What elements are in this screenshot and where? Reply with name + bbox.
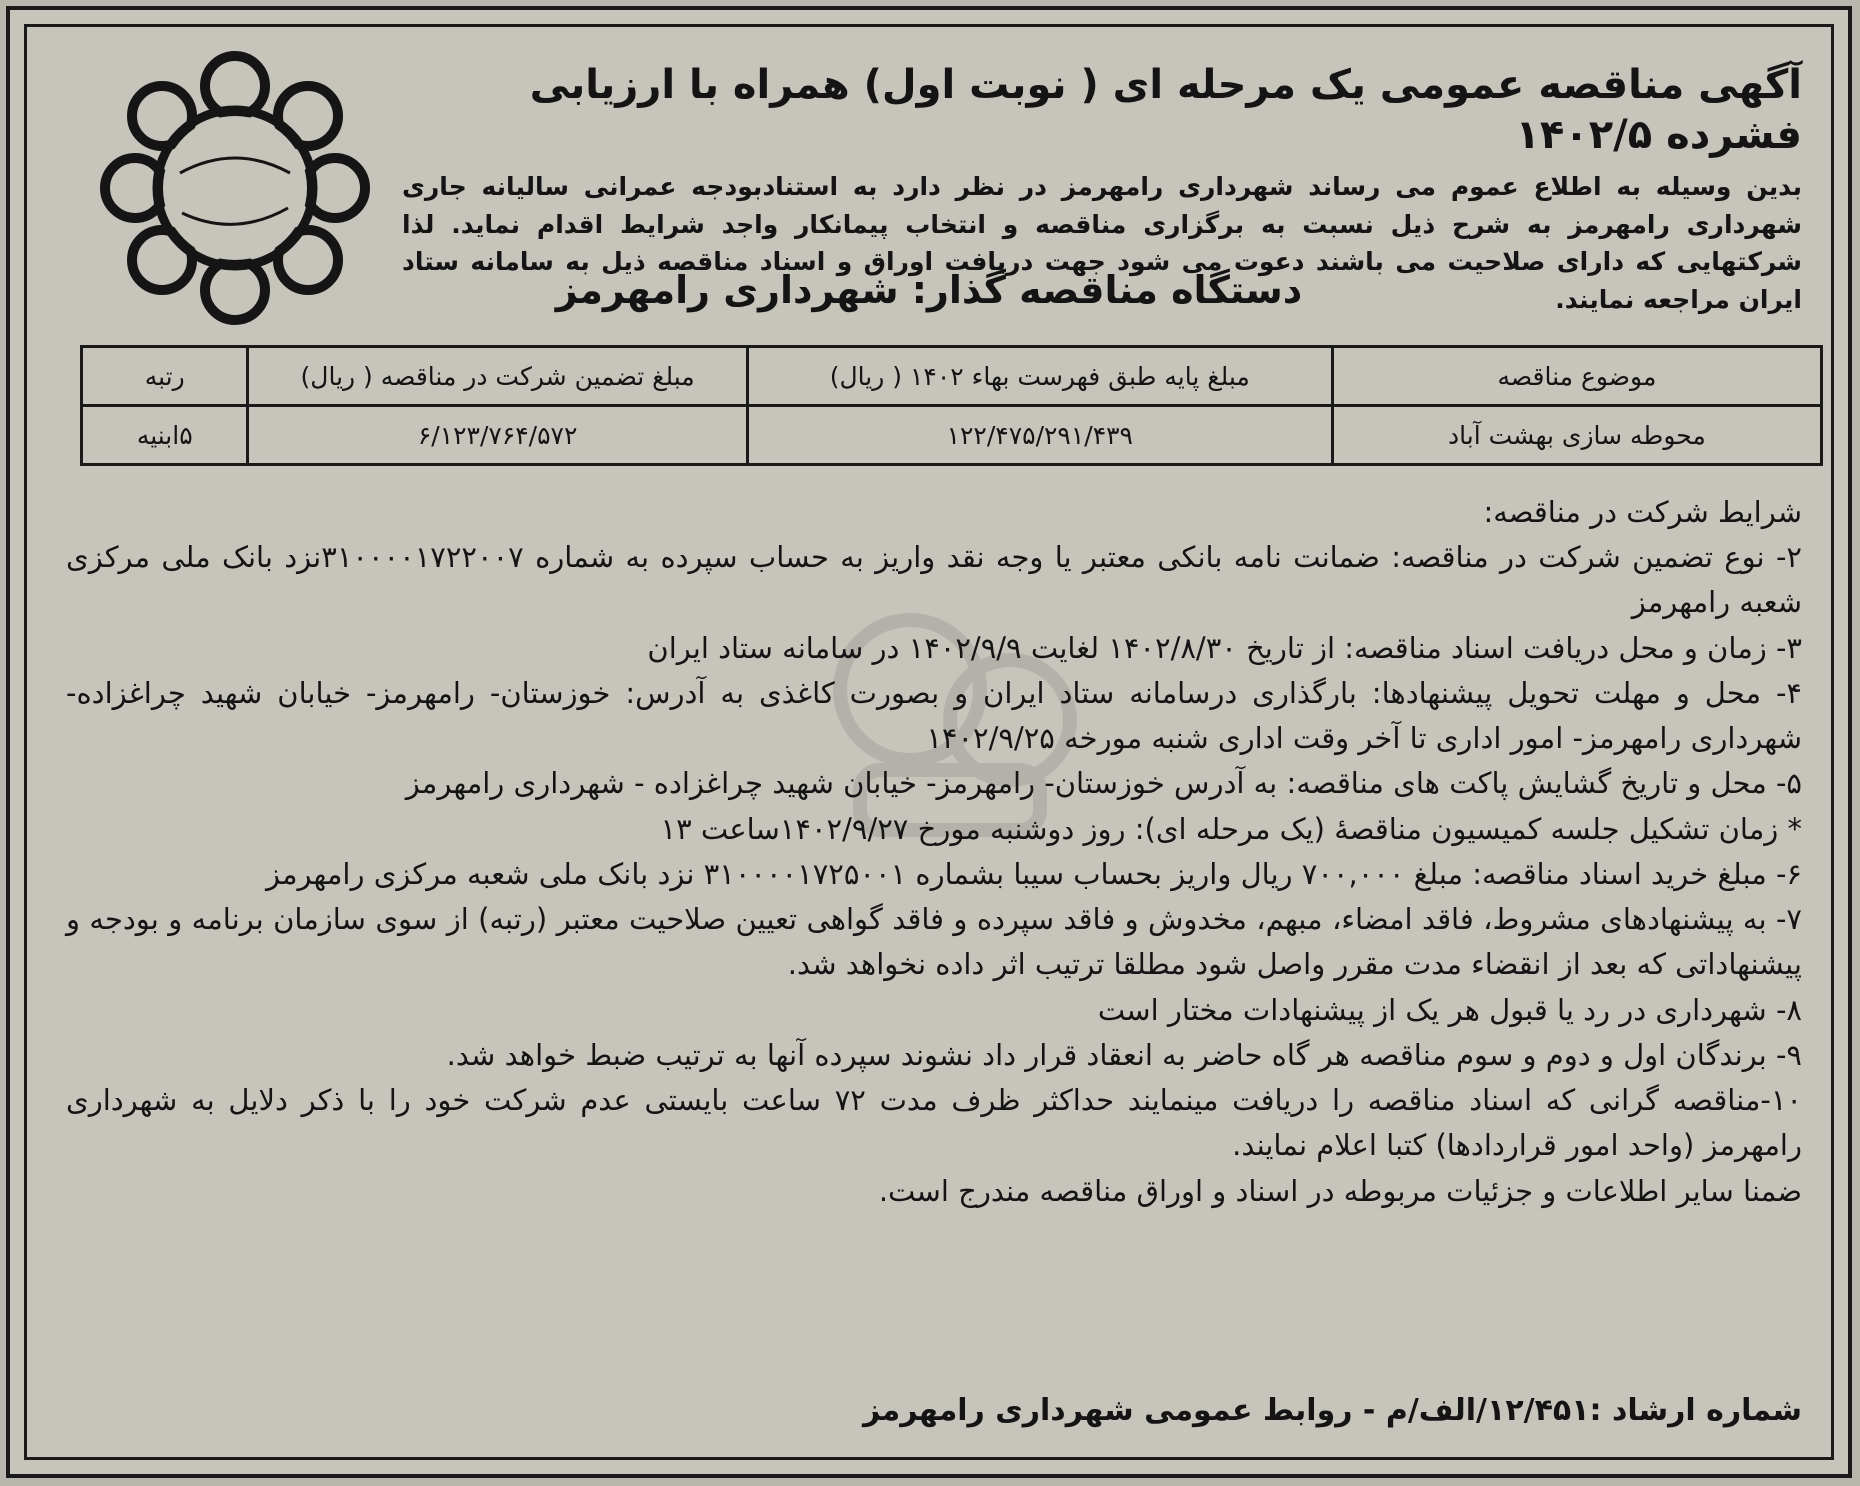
condition-item: ۴- محل و مهلت تحویل پیشنهادها: بارگذاری درسامانه ستاد ایران و بصورت کاغذی به آدرس: خوزستان- رامهرمز- خیابان شهید چراغزاده- شهرداری رامهرمز- امور اداری تا آخر وقت اداری شنبه مورخه ۱۴۰۲/۹/۲۵ — [66, 675, 1802, 756]
condition-item: ضمنا سایر اطلاعات و جزئیات مربوطه در اسناد و اوراق مناقصه مندرج است. — [878, 1173, 1802, 1208]
footer-line: شماره ارشاد :۱۲/۴۵۱/الف/م - روابط عمومی شهرداری رامهرمز — [862, 1393, 1802, 1428]
condition-item: ۷- به پیشنهادهای مشروط، فاقد امضاء، مبهم، مخدوش و فاقد سپرده و فاقد گواهی تعیین صلاحیت معتبر (رتبه) از سوی سازمان برنامه و بودجه و پیشنهاداتی که بعد از انقضاء مدت مقرر واصل شود مطلقا ترتیب اثر داده نخواهد شد. — [66, 902, 1802, 982]
organizer-line: دستگاه مناقصه گذار: شهرداری رامهرمز — [555, 268, 1303, 312]
header-base-price: مبلغ پایه طبق فهرست بهاء ۱۴۰۲ ( ریال) — [747, 347, 1332, 406]
condition-item: ۱۰-مناقصه گرانی که اسناد مناقصه را دریافت مینمایند حداکثر ظرف مدت ۷۲ ساعت بایستی عدم شرکت خود را با ذکر دلایل به شهرداری رامهرمز (واحد امور قراردادها) کتبا اعلام نمایند. — [66, 1083, 1803, 1163]
condition-item: * زمان تشکیل جلسه کمیسیون مناقصهٔ (یک مرحله ای): روز دوشنبه مورخ ۱۴۰۲/۹/۲۷ساعت ۱۳ — [660, 811, 1802, 846]
condition-item: ۳- زمان و محل دریافت اسناد مناقصه: از تاریخ ۱۴۰۲/۸/۳۰ لغایت ۱۴۰۲/۹/۹ در سامانه ستاد ایران — [647, 630, 1802, 665]
condition-item: ۲- نوع تضمین شرکت در مناقصه: ضمانت نامه بانکی معتبر یا وجه نقد واریز به حساب سپرده به شماره ۳۱۰۰۰۰۱۷۲۲۰۰۷نزد بانک ملی مرکزی شعبه رامهرمز — [66, 540, 1802, 620]
header-guarantee: مبلغ تضمین شرکت در مناقصه ( ریال) — [248, 347, 747, 406]
table-row — [82, 406, 1822, 465]
cell-subject: محوطه سازی بهشت آباد — [1332, 406, 1821, 465]
table-header-row — [82, 347, 1822, 406]
condition-item: ۶- مبلغ خرید اسناد مناقصه: مبلغ ۷۰۰,۰۰۰ ریال واریز بحساب سیبا بشماره ۳۱۰۰۰۰۱۷۲۵۰۰۱ نزد بانک ملی شعبه مرکزی رامهرمز — [266, 856, 1802, 891]
condition-item: ۹- برندگان اول و دوم و سوم مناقصه هر گاه حاضر به انعقاد قرار داد نشوند سپرده آنها به ترتیب ضبط خواهد شد. — [446, 1037, 1802, 1072]
header-grade: رتبه — [82, 347, 248, 406]
header-subject: موضوع مناقصه — [1332, 347, 1821, 406]
tender-table — [80, 345, 1823, 466]
newspaper-clipping — [6, 6, 1852, 1478]
condition-item: ۵- محل و تاریخ گشایش پاکت های مناقصه: به آدرس خوزستان- رامهرمز- خیابان شهید چراغزاده - شهرداری رامهرمز — [405, 766, 1802, 801]
municipality-emblem — [100, 48, 370, 328]
conditions-heading: شرایط شرکت در مناقصه: — [1483, 495, 1802, 529]
notice-intro: بدین وسیله به اطلاع عموم می رساند شهرداری رامهرمز در نظر دارد به استنادبودجه عمرانی سالیانه جاری شهرداری رامهرمز به شرح ذیل نسبت به برگزاری مناقصه و انتخاب پیمانکار واجد شرایط اقدام نماید. لذا شرکتهایی که دارای صلاحیت می باشند دعوت می شود جهت دریافت اوراق و اسناد مناقصه ذیل به سامانه ستاد ایران مراجعه نمایند. — [402, 172, 1802, 314]
cell-grade: ۵ابنیه — [82, 406, 248, 465]
cell-guarantee: ۶/۱۲۳/۷۶۴/۵۷۲ — [248, 406, 747, 465]
cell-base-price: ۱۲۲/۴۷۵/۲۹۱/۴۳۹ — [747, 406, 1332, 465]
notice-title: آگهی مناقصه عمومی یک مرحله ای ( نوبت اول) همراه با ارزیابی فشرده ۱۴۰۲/۵ — [529, 62, 1802, 158]
conditions-section — [66, 490, 1802, 1214]
condition-item: ۸- شهرداری در رد یا قبول هر یک از پیشنهادات مختار است — [1097, 992, 1802, 1027]
